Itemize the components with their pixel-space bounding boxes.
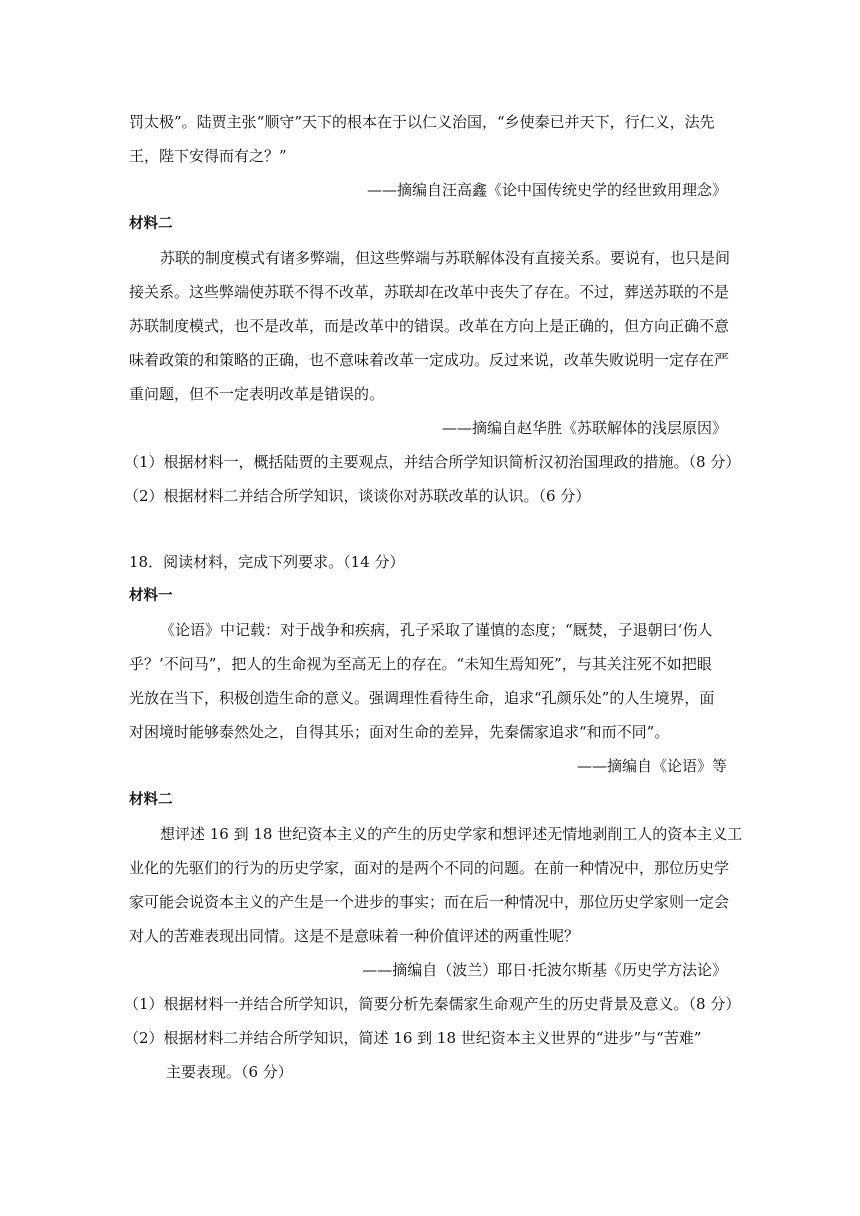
material-heading: 材料二 [129, 792, 173, 808]
question-item: （1）根据材料一，概括陆贾的主要观点，并结合所学知识简析汉初治国理政的措施。（8 分） [124, 453, 741, 471]
material-text-line: 苏联的制度模式有诸多弊端，但这些弊端与苏联解体没有直接关系。要说有，也只是间 [160, 249, 731, 267]
material-text-line: 苏联制度模式，也不是改革，而是改革中的错误。改革在方向上是正确的，但方向正确不意 [129, 317, 730, 335]
material-text-line: 《论语》中记载：对于战争和疾病，孔子采取了谨慎的态度；“厩焚，子退朝曰‘伤人 [160, 621, 713, 639]
material-text-line: 王，陛下安得而有之？” [129, 147, 287, 165]
question-item-continuation: 主要表现。（6 分） [166, 1063, 293, 1081]
material-text-line: 味着政策的和策略的正确，也不意味着改革一定成功。反过来说，改革失败说明一定存在严 [129, 351, 730, 369]
question-title: 18．阅读材料，完成下列要求。（14 分） [129, 553, 405, 571]
material-text-line: 接关系。这些弊端使苏联不得不改革，苏联却在改革中丧失了存在。不过，葬送苏联的不是 [129, 283, 730, 301]
source-citation: ——摘编自《论语》等 [576, 757, 727, 775]
source-citation: ——摘编自汪高鑫《论中国传统史学的经世致用理念》 [366, 181, 727, 199]
question-item: （2）根据材料二并结合所学知识，谈谈你对苏联改革的认识。（6 分） [124, 487, 591, 505]
source-citation: ——摘编自赵华胜《苏联解体的浅层原因》 [441, 419, 727, 437]
material-text-line: 重问题，但不一定表明改革是错误的。 [129, 385, 385, 403]
material-text-line: 想评述 16 到 18 世纪资本主义的产生的历史学家和想评述无情地剥削工人的资本主义工 [160, 825, 743, 843]
material-text-line: 家可能会说资本主义的产生是一个进步的事实；而在后一种情况中，那位历史学家则一定会 [129, 893, 730, 911]
material-heading: 材料一 [129, 588, 173, 604]
material-text-line: 光放在当下，积极创造生命的意义。强调理性看待生命，追求“孔颜乐处”的人生境界，面 [129, 689, 715, 707]
source-citation: ——摘编自（波兰）耶日·托波尔斯基《历史学方法论》 [362, 961, 727, 979]
material-text-line: 罚太极”。陆贾主张“顺守”天下的根本在于以仁义治国，“乡使秦已并天下，行仁义，法先 [129, 113, 715, 131]
material-text-line: 业化的先驱们的行为的历史学家，面对的是两个不同的问题。在前一种情况中，那位历史学 [129, 859, 730, 877]
material-text-line: 乎？’不问马”，把人的生命视为至高无上的存在。“未知生焉知死”，与其关注死不如把眼 [129, 655, 712, 673]
material-text-line: 对人的苦难表现出同情。这是不是意味着一种价值评述的两重性呢？ [129, 927, 580, 945]
question-item: （2）根据材料二并结合所学知识，简述 16 到 18 世纪资本主义世界的“进步”与“苦难” [124, 1029, 702, 1047]
material-heading: 材料二 [129, 216, 173, 232]
material-text-line: 对困境时能够泰然处之，自得其乐；面对生命的差异，先秦儒家追求“和而不同”。 [129, 723, 670, 741]
question-item: （1）根据材料一并结合所学知识，简要分析先秦儒家生命观产生的历史背景及意义。（8 分） [124, 995, 741, 1013]
